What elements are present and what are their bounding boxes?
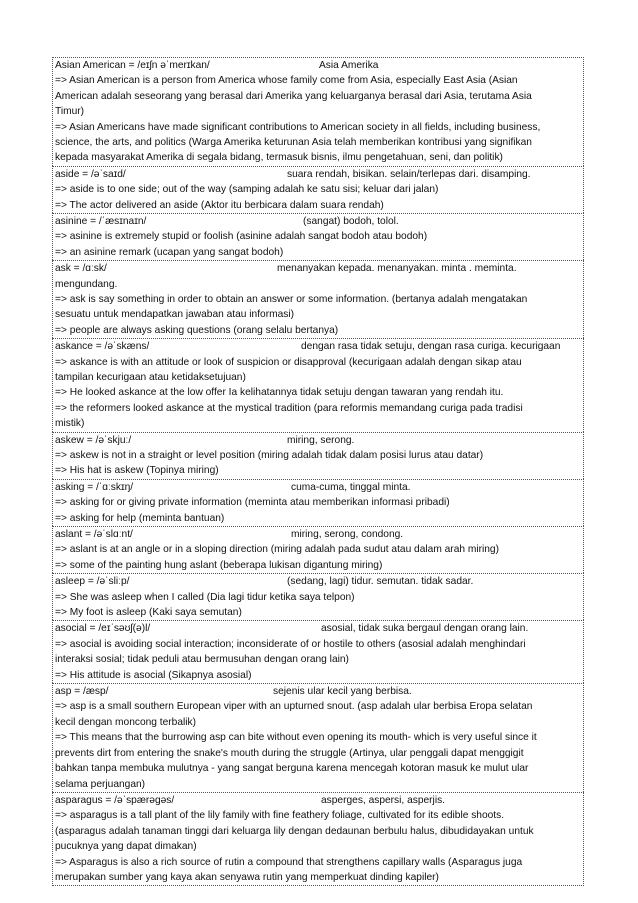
dictionary-entry — [52, 479, 584, 526]
entry-text-line: science, the arts, and politics (Warga Amerika keturunan Asia telah memberikan kontribusi yang signifikan — [55, 137, 532, 149]
entry-headword: asking = /ˈɑːskɪŋ/ — [55, 481, 134, 493]
entry-translation: miring, serong. — [287, 434, 355, 446]
entry-header — [55, 433, 581, 448]
entry-text-line: => asking for or giving private information (meminta atau memberikan informasi pribadi) — [55, 497, 450, 509]
entry-text-line: => Asian Americans have made significant contributions to American society in all fields, including business, — [55, 121, 541, 133]
entry-text-line: => He looked askance at the low offer Ia kelihatannya tidak setuju dengan tawaran yang rendah itu. — [55, 387, 504, 399]
entry-text-line: pucuknya yang dapat dimakan) — [55, 841, 197, 853]
entry-header — [55, 58, 581, 73]
entry-text-line: => askance is with an attitude or look of suspicion or disapproval (kecurigaan adalah dengan sikap atau — [55, 356, 522, 368]
entry-translation: asosial, tidak suka bergaul dengan orang lain. — [321, 623, 529, 635]
entry-header — [55, 214, 581, 229]
entry-headword: ask = /ɑːsk/ — [55, 263, 107, 275]
entry-text-line: prevents dirt from entering the snake's mouth during the struggle (Artinya, ular penggali dapat menggigit — [55, 747, 524, 759]
entry-headword: asocial = /eɪˈsəʊʃ(ə)l/ — [55, 623, 151, 635]
entry-header — [55, 684, 581, 699]
entry-translation: (sedang, lagi) tidur. semutan. tidak sadar. — [287, 576, 474, 588]
entry-text-line: => asparagus is a tall plant of the lily family with fine feathery foliage, cultivated for its edible shoots. — [55, 810, 505, 822]
entry-text-line: => Asparagus is also a rich source of rutin a compound that strengthens capillary walls (Asparagus juga — [55, 856, 523, 868]
entry-text-line: => His attitude is asocial (Sikapnya asosial) — [55, 669, 252, 681]
dictionary-entry — [52, 166, 584, 213]
entry-text-line: bahkan tanpa membuka mulutnya - yang sangat berguna karena mencegah kotoran masuk ke mulut ular — [55, 763, 529, 775]
entry-text-line: => people are always asking questions (orang selalu bertanya) — [55, 324, 339, 336]
entry-header — [55, 480, 581, 495]
entry-text-line: => the reformers looked askance at the mystical tradition (para reformis memandang curiga pada tradisi — [55, 402, 523, 414]
dictionary-entry — [52, 683, 584, 792]
entry-headword: asparagus = /əˈspærəgəs/ — [55, 794, 175, 806]
entry-header — [55, 793, 581, 808]
entry-header — [55, 621, 581, 636]
entry-translation: cuma-cuma, tinggal minta. — [291, 481, 411, 493]
entry-text-line: => askew is not in a straight or level position (miring adalah tidak dalam posisi lurus atau datar) — [55, 450, 484, 462]
entry-header — [55, 574, 581, 589]
entry-text-line: => asinine is extremely stupid or foolish (asinine adalah sangat bodoh atau bodoh) — [55, 231, 428, 243]
entry-text-line: mistik) — [55, 418, 85, 430]
entry-text-line: American adalah seseorang yang berasal dari Amerika yang keluarganya berasal dari Asia, terutama Asia — [55, 90, 532, 102]
entry-text-line: (asparagus adalah tanaman tinggi dari keluarga lily dengan dedaunan berbulu halus, dibudidayakan untuk — [55, 825, 534, 837]
entry-text-line: => asking for help (meminta bantuan) — [55, 512, 225, 524]
entry-text-line: => My foot is asleep (Kaki saya semutan) — [55, 607, 242, 619]
dictionary-entry — [52, 260, 584, 338]
dictionary-entry — [52, 338, 584, 431]
entry-text-line: kepada masyarakat Amerika di segala bidang, termasuk bisnis, ilmu pengetahuan, seni, dan politik) — [55, 152, 503, 164]
entry-text-line: merupakan sumber yang kaya akan senyawa rutin yang memperkuat dinding kapiler) — [55, 871, 439, 883]
entry-headword: aslant = /əˈslɑːnt/ — [55, 529, 133, 541]
entry-translation: asperges, aspersi, asperjis. — [321, 794, 446, 806]
entry-text-line: => This means that the burrowing asp can bite without even opening its mouth- which is very useful since it — [55, 732, 537, 744]
entry-translation: sejenis ular kecil yang berbisa. — [273, 686, 412, 698]
dictionary-entry — [52, 620, 584, 683]
entry-text-line: Timur) — [55, 106, 85, 118]
entry-headword: aside = /əˈsaɪd/ — [55, 168, 126, 180]
entry-translation: miring, serong, condong. — [291, 529, 404, 541]
entry-text-line: => asocial is avoiding social interaction; inconsiderate of or hostile to others (asosial adalah menghindari — [55, 638, 526, 650]
dictionary-document — [52, 57, 584, 886]
entry-text-line: kecil dengan moncong terbalik) — [55, 716, 197, 728]
dictionary-entry — [52, 526, 584, 573]
entry-text-line: => Asian American is a person from America whose family come from Asia, especially East Asia (Asian — [55, 75, 518, 87]
entry-text-line: tampilan kecurigaan atau ketidaksetujuan) — [55, 372, 246, 384]
entry-header — [55, 527, 581, 542]
entry-translation: dengan rasa tidak setuju, dengan rasa curiga. kecurigaan — [301, 341, 561, 353]
entry-headword: askance = /əˈskæns/ — [55, 341, 150, 353]
dictionary-entry — [52, 432, 584, 479]
entry-text-line: selama perjuangan) — [55, 778, 146, 790]
entry-headword: Asian American = /eɪʃn əˈmerɪkan/ — [55, 60, 210, 71]
entry-text-line: => aslant is at an angle or in a sloping direction (miring adalah pada sudut atau dalam arah miring) — [55, 544, 499, 556]
entry-translation: Asia Amerika — [319, 60, 379, 71]
entry-translation: menanyakan kepada. menanyakan. minta . meminta. — [277, 263, 517, 275]
entry-text-line: => The actor delivered an aside (Aktor itu berbicara dalam suara rendah) — [55, 199, 384, 211]
entry-text-line: => ask is say something in order to obtain an answer or some information. (bertanya adalah mengatakan — [55, 294, 528, 306]
dictionary-entry — [52, 573, 584, 620]
entry-headword: asinine = /ˈæsɪnaɪn/ — [55, 216, 147, 228]
dictionary-entry — [52, 792, 584, 886]
entry-header — [55, 167, 581, 182]
dictionary-entry — [52, 213, 584, 260]
entry-text-line: => His hat is askew (Topinya miring) — [55, 465, 219, 477]
entry-translation: (sangat) bodoh, tolol. — [303, 216, 399, 228]
entry-text-line: => asp is a small southern European viper with an upturned snout. (asp adalah ular berbisa Eropa selatan — [55, 701, 533, 713]
entry-text-line: mengundang. — [55, 278, 118, 290]
entry-headword: asleep = /əˈsliːp/ — [55, 576, 130, 588]
dictionary-entry — [52, 57, 584, 166]
entry-text-line: => an asinine remark (ucapan yang sangat bodoh) — [55, 246, 284, 258]
entry-text-line: => She was asleep when I called (Dia lagi tidur ketika saya telpon) — [55, 591, 355, 603]
entry-text-line: => some of the painting hung aslant (beberapa lukisan digantung miring) — [55, 559, 383, 571]
entry-text-line: interaksi sosial; tidak peduli atau bermusuhan dengan orang lain) — [55, 654, 349, 666]
entry-translation: suara rendah, bisikan. selain/terlepas dari. disamping. — [287, 168, 531, 180]
entry-text-line: => aside is to one side; out of the way (samping adalah ke satu sisi; keluar dari jalan) — [55, 184, 439, 196]
entry-header — [55, 261, 581, 276]
entry-header — [55, 339, 581, 354]
entry-headword: askew = /əˈskjuː/ — [55, 434, 132, 446]
entry-headword: asp = /æsp/ — [55, 686, 109, 698]
entry-text-line: sesuatu untuk mendapatkan jawaban atau informasi) — [55, 309, 294, 321]
